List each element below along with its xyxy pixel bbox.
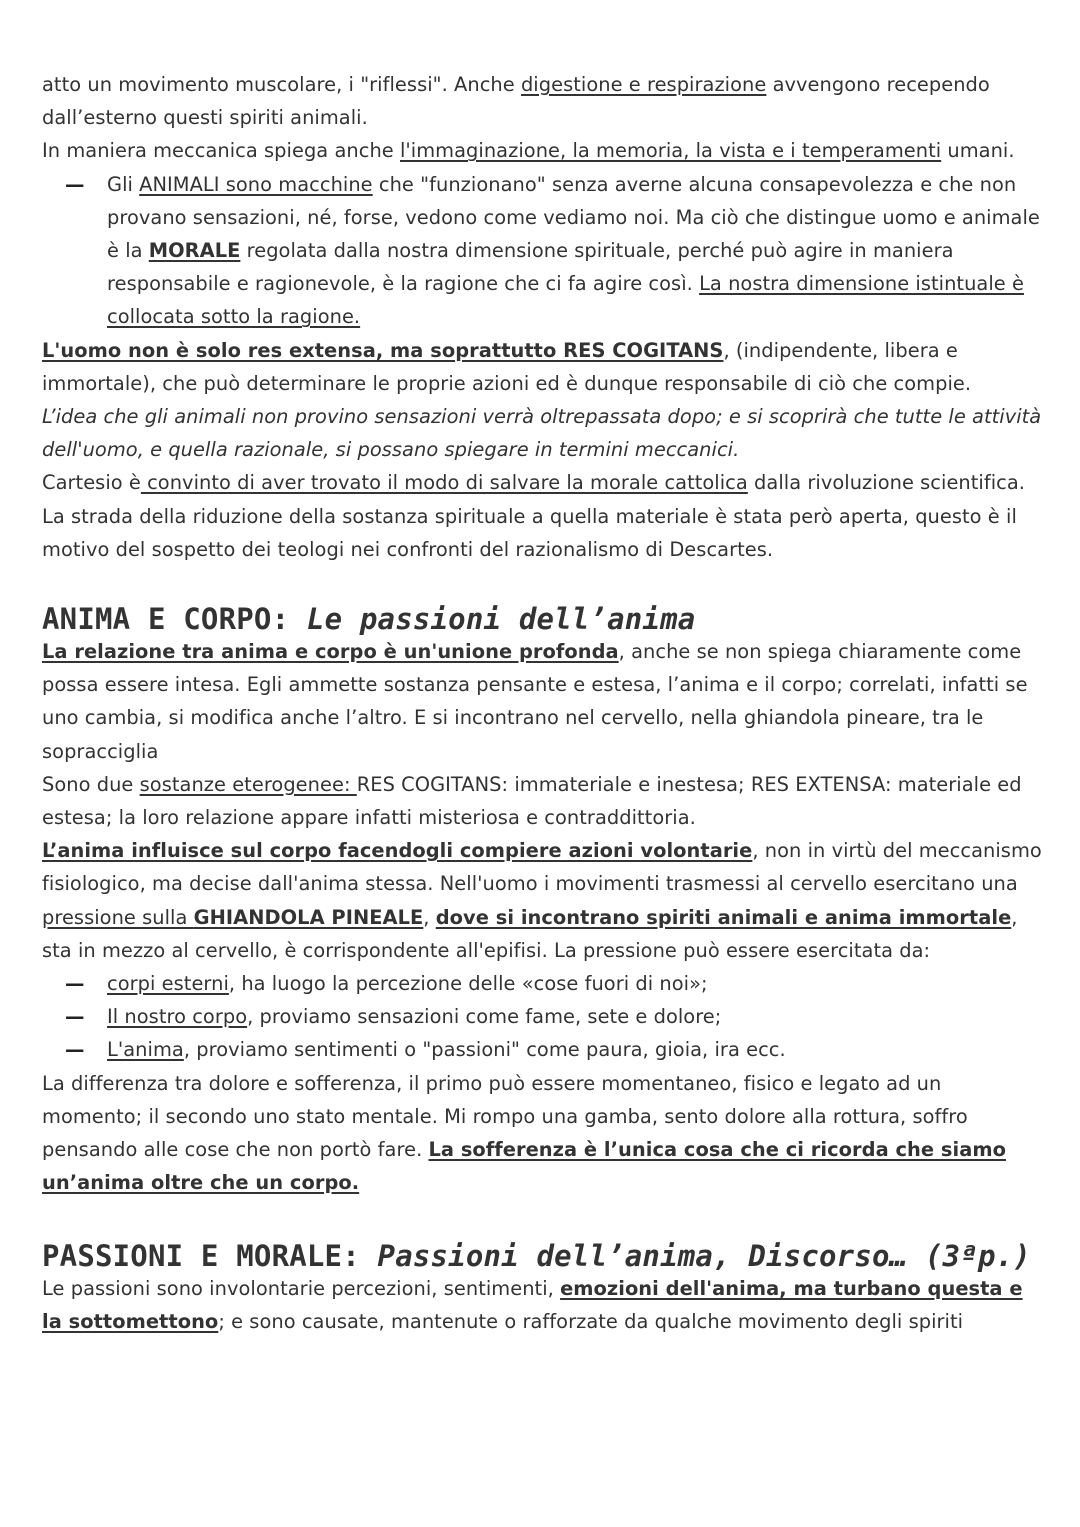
paragraph-passioni <box>42 1272 1042 1338</box>
text: Sono due <box>42 772 140 796</box>
text: ; e sono causate, mantenute o rafforzate da qualche movimento degli spiriti <box>218 1309 964 1333</box>
text: Gli <box>107 172 140 196</box>
bold-underlined-text: La sofferenza è l’unica cosa che ci ricorda che siamo un’anima oltre che un corpo. <box>42 1138 1006 1195</box>
underlined-text: Il nostro corpo <box>107 1005 248 1029</box>
underlined-text: pressione sulla <box>42 905 194 929</box>
text: Cartesio è <box>42 471 141 495</box>
heading-italic-text: Le passioni dell’anima <box>306 602 696 637</box>
bold-underlined-text: dove si incontrano spiriti animali e anima immortale <box>435 905 1012 929</box>
list-item-animali <box>107 168 1042 334</box>
heading-italic-text: Passioni dell’anima, Discorso… (3ªp.) <box>377 1238 1031 1273</box>
paragraph-sostanze <box>42 768 1042 834</box>
bold-underlined-text: La relazione tra anima e corpo è un'unione profonda <box>42 640 619 664</box>
text: , proviamo sensazioni come fame, sete e dolore; <box>247 1005 722 1029</box>
underlined-text: L'anima <box>107 1038 184 1062</box>
bold-underlined-text: MORALE <box>148 239 241 263</box>
text: , non in virtù del meccanismo fisiologico, ma decise dall'anima stessa. Nell'uomo i movimenti trasmessi al cervello esercitano una <box>42 839 1042 896</box>
text: Le passioni sono involontarie percezioni, sentimenti, <box>42 1276 561 1300</box>
text: , proviamo sentimenti o "passioni" come paura, gioia, ira ecc. <box>183 1038 786 1062</box>
heading-text: PASSIONI E MORALE: <box>42 1238 378 1273</box>
underlined-text: digestione e respirazione <box>520 73 767 96</box>
text: regolata dalla nostra dimensione spirituale, perché può agire in maniera responsabile e ragionevole, è la ragione che ci fa agire così. <box>107 239 954 296</box>
underlined-text: convinto di aver trovato il modo di salvare la morale cattolica <box>140 471 748 495</box>
heading-text: ANIMA E CORPO: <box>42 602 307 637</box>
animali-list <box>42 168 1042 334</box>
paragraph-ghiandola <box>42 834 1042 967</box>
text: La differenza tra dolore e sofferenza, il primo può essere momentaneo, fisico e legato ad un momento; il secondo uno stato mentale. Mi rompo una gamba, sento dolore alla rottura, soffro pensando alle cose che non portò fare. <box>42 1071 968 1162</box>
list-item <box>107 1033 1042 1066</box>
paragraph-cartesio <box>42 466 1042 566</box>
paragraph-riflessi <box>42 68 1042 134</box>
text: che "funzionano" senza averne alcuna consapevolezza e che non provano sensazioni, né, forse, vedono come vediamo noi. Ma ciò che distingue uomo e animale è la <box>107 172 1040 263</box>
text: , anche se non spiega chiaramente come possa essere intesa. Egli ammette sostanza pensante e estesa, l’anima e il corpo; correlati, infatti se uno cambia, si modifica anche l’altro. E si incontrano nel cervello, nella ghiandola pineare, tra le sopracciglia <box>42 640 1028 763</box>
text: , (indipendente, libera e immortale), che può determinare le proprie azioni ed è dunque responsabile di ciò che compie. <box>42 338 972 395</box>
paragraph-res-cogitans <box>42 334 1042 400</box>
italic-text: L’idea che gli animali non provino sensazioni verrà oltrepassata dopo; e si scoprirà che tutte le attività dell'uomo, e quella razionale, si possano spiegare in termini meccanici. <box>42 405 1042 462</box>
text: dalla rivoluzione scientifica. La strada della riduzione della sostanza spirituale a quella materiale è stata però aperta, questo è il motivo del sospetto dei teologi nei confronti del razionalismo di Descartes. <box>42 471 1026 561</box>
paragraph-sofferenza <box>42 1067 1042 1200</box>
text: RES COGITANS: immateriale e inestesa; RES EXTENSA: materiale ed estesa; la loro relazione appare infatti misteriosa e contraddittoria. <box>42 772 1022 830</box>
paragraph-relazione <box>42 635 1042 768</box>
bold-underlined-text: L'uomo non è solo res extensa, ma soprattutto RES COGITANS <box>42 338 724 362</box>
paragraph-immaginazione <box>42 134 1042 167</box>
underlined-text: La nostra dimensione istintuale è collocata sotto la ragione. <box>107 272 1024 329</box>
paragraph-italic-note <box>42 400 1042 466</box>
text: , sta in mezzo al cervello, è corrispondente all'epifisi. La pressione può essere esercitata da: <box>42 905 1018 962</box>
underlined-text: corpi esterni <box>107 972 229 996</box>
text: atto un movimento muscolare, i "riflessi". Anche <box>42 73 521 96</box>
underlined-text: sostanze eterogenee: <box>139 772 357 796</box>
heading-anima-corpo <box>42 603 1042 635</box>
heading-passioni-morale <box>42 1240 1042 1272</box>
text: In maniera meccanica spiega anche <box>42 139 400 163</box>
underlined-text: l'immaginazione, la memoria, la vista e i temperamenti <box>399 139 942 163</box>
bold-underlined-text: L’anima influisce sul corpo facendogli compiere azioni volontarie <box>42 839 753 863</box>
text: , ha luogo la percezione delle «cose fuori di noi»; <box>228 972 708 996</box>
text: , <box>423 905 436 929</box>
text: umani. <box>941 139 1015 163</box>
underlined-text: ANIMALI sono macchine <box>139 172 373 196</box>
document-page <box>42 68 1042 1338</box>
list-item <box>107 967 1042 1000</box>
list-item <box>107 1000 1042 1033</box>
bold-underlined-text: GHIANDOLA PINEALE <box>193 905 424 929</box>
text: avvengono recependo dall’esterno questi spiriti animali. <box>42 73 990 130</box>
pressure-list <box>42 967 1042 1067</box>
bold-underlined-text: emozioni dell'anima, ma turbano questa e la sottomettono <box>42 1276 1023 1333</box>
